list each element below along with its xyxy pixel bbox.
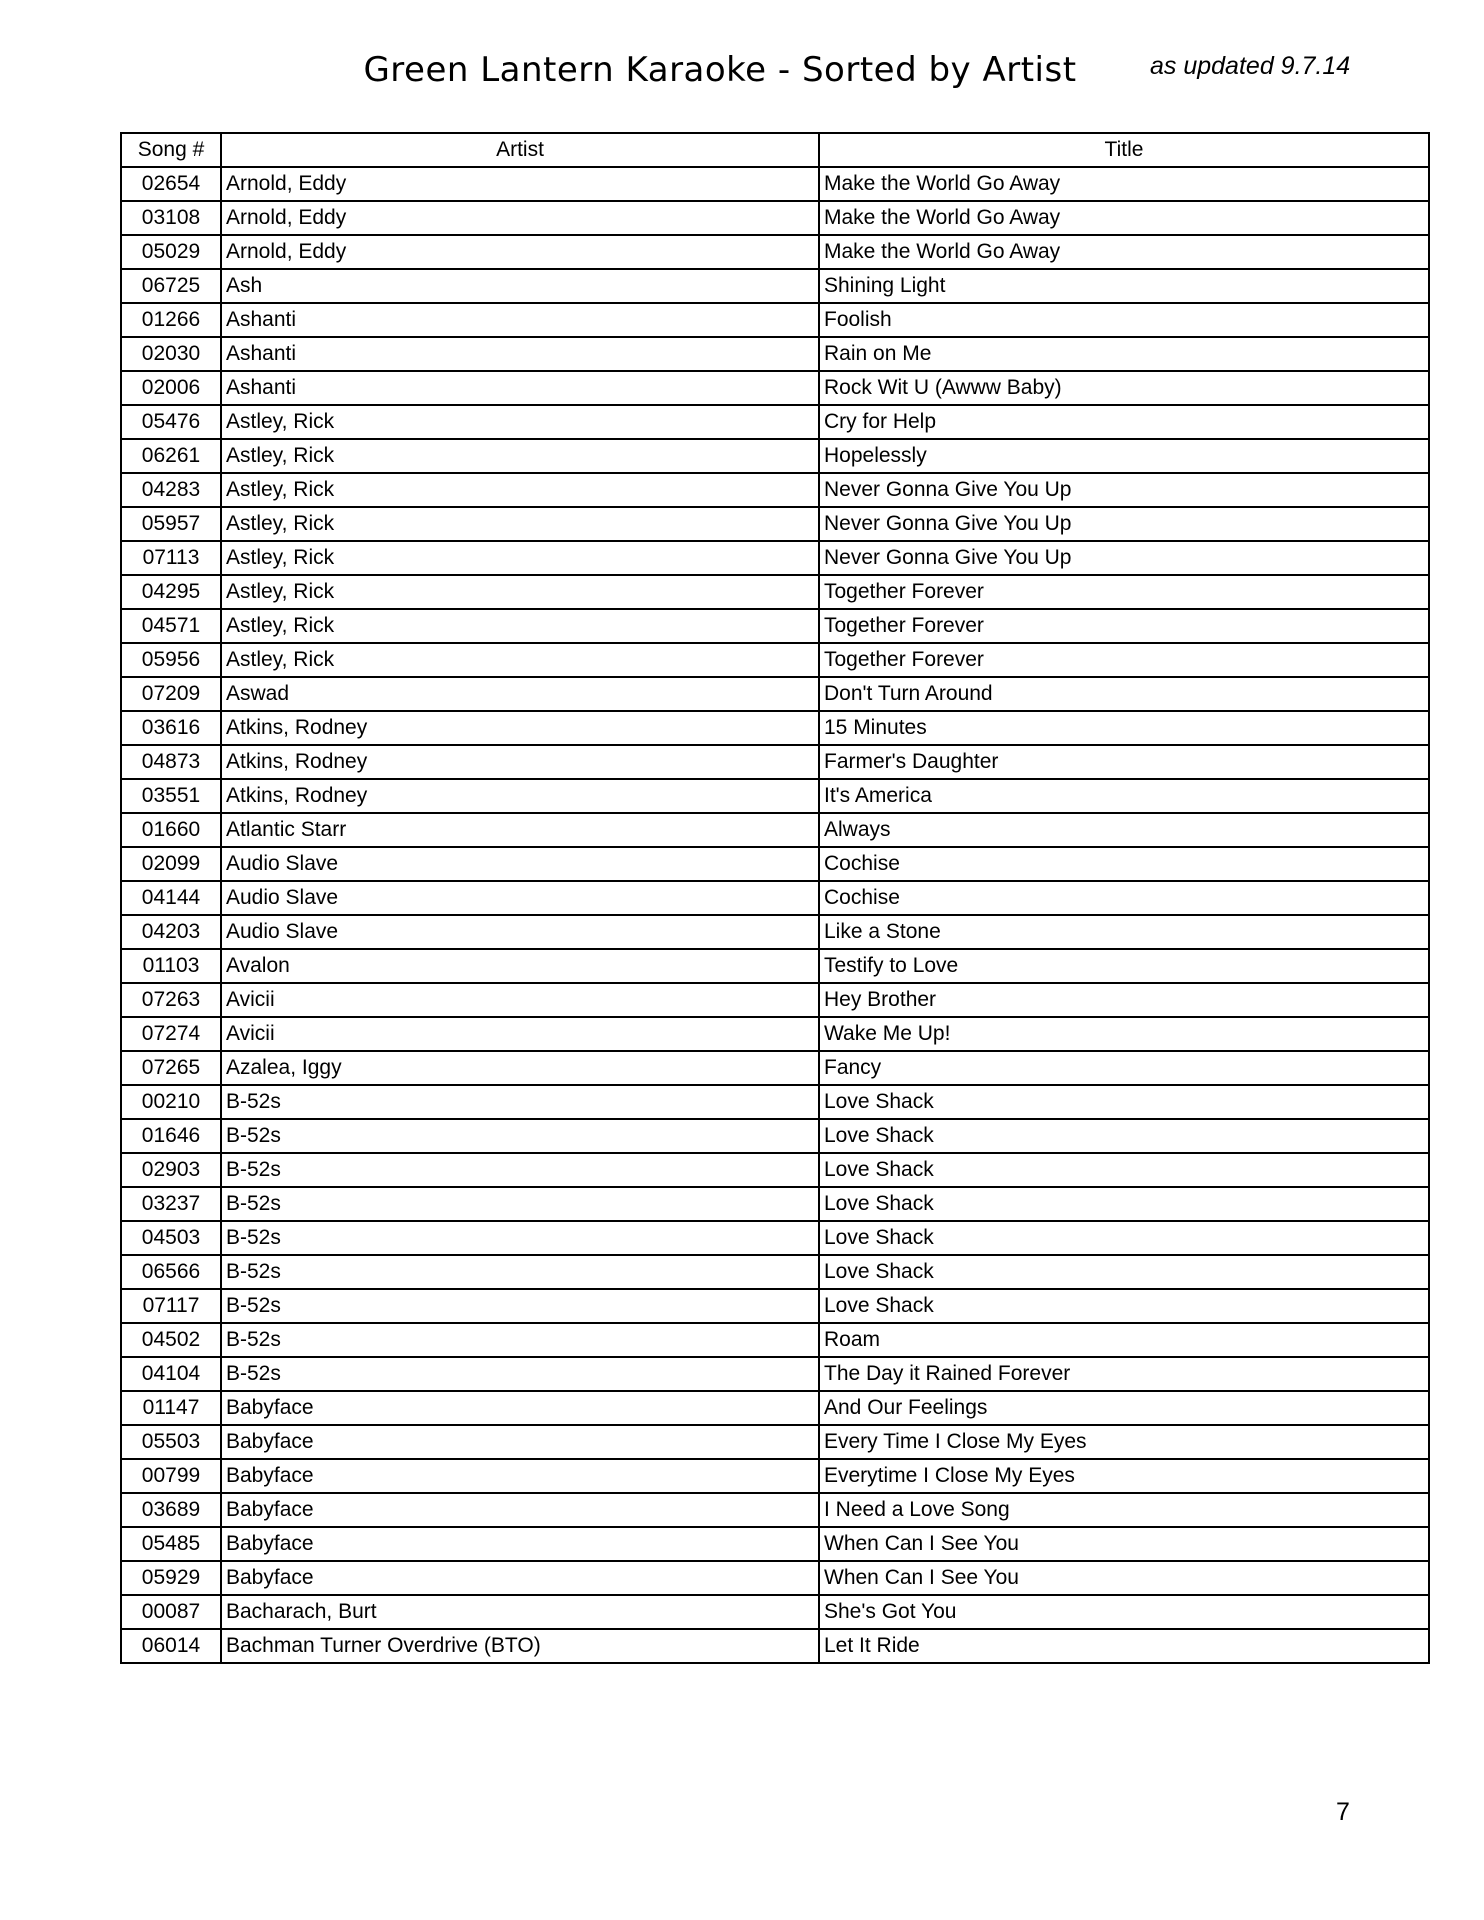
table-row (121, 1527, 1429, 1561)
title-cell: Love Shack (819, 1153, 1429, 1187)
artist-cell: Audio Slave (221, 881, 819, 915)
title-cell: Roam (819, 1323, 1429, 1357)
title-cell: Love Shack (819, 1085, 1429, 1119)
artist-cell: Babyface (221, 1493, 819, 1527)
artist-cell: Atkins, Rodney (221, 711, 819, 745)
artist-cell: B-52s (221, 1289, 819, 1323)
artist-cell: Avicii (221, 1017, 819, 1051)
title-cell: Rock Wit U (Awww Baby) (819, 371, 1429, 405)
song-number-cell: 02006 (121, 371, 221, 405)
title-cell: Always (819, 813, 1429, 847)
song-number-cell: 04283 (121, 473, 221, 507)
song-number-cell: 02030 (121, 337, 221, 371)
song-number-cell: 06261 (121, 439, 221, 473)
table-row (121, 1493, 1429, 1527)
title-cell: Love Shack (819, 1221, 1429, 1255)
table-row (121, 643, 1429, 677)
title-cell: Make the World Go Away (819, 235, 1429, 269)
title-cell: Hopelessly (819, 439, 1429, 473)
artist-cell: Arnold, Eddy (221, 201, 819, 235)
song-number-cell: 05929 (121, 1561, 221, 1595)
title-cell: Love Shack (819, 1289, 1429, 1323)
title-cell: Love Shack (819, 1119, 1429, 1153)
artist-cell: B-52s (221, 1085, 819, 1119)
title-cell: Together Forever (819, 609, 1429, 643)
page-title: Green Lantern Karaoke - Sorted by Artist (363, 50, 1077, 90)
updated-date: as updated 9.7.14 (1150, 52, 1351, 80)
table-row (121, 507, 1429, 541)
column-header-title: Title (819, 133, 1429, 167)
artist-cell: Avalon (221, 949, 819, 983)
artist-cell: B-52s (221, 1323, 819, 1357)
song-number-cell: 01660 (121, 813, 221, 847)
song-number-cell: 04203 (121, 915, 221, 949)
artist-cell: Atkins, Rodney (221, 779, 819, 813)
table-row (121, 371, 1429, 405)
title-cell: And Our Feelings (819, 1391, 1429, 1425)
table-row (121, 779, 1429, 813)
song-rows (121, 167, 1429, 1663)
artist-cell: Babyface (221, 1527, 819, 1561)
table-row (121, 1629, 1429, 1663)
title-cell: When Can I See You (819, 1527, 1429, 1561)
artist-cell: Aswad (221, 677, 819, 711)
song-table (120, 132, 1430, 1664)
title-cell: Don't Turn Around (819, 677, 1429, 711)
title-cell: Rain on Me (819, 337, 1429, 371)
table-row (121, 1187, 1429, 1221)
artist-cell: Astley, Rick (221, 541, 819, 575)
song-number-cell: 05956 (121, 643, 221, 677)
song-number-cell: 00087 (121, 1595, 221, 1629)
title-cell: Wake Me Up! (819, 1017, 1429, 1051)
table-row (121, 473, 1429, 507)
artist-cell: Atlantic Starr (221, 813, 819, 847)
artist-cell: Astley, Rick (221, 575, 819, 609)
artist-cell: Bacharach, Burt (221, 1595, 819, 1629)
title-cell: Love Shack (819, 1255, 1429, 1289)
page-number: 7 (1336, 1798, 1350, 1826)
artist-cell: B-52s (221, 1357, 819, 1391)
title-cell: Every Time I Close My Eyes (819, 1425, 1429, 1459)
table-row (121, 1595, 1429, 1629)
title-cell: Testify to Love (819, 949, 1429, 983)
table-row (121, 201, 1429, 235)
title-cell: The Day it Rained Forever (819, 1357, 1429, 1391)
artist-cell: Ashanti (221, 337, 819, 371)
title-cell: Make the World Go Away (819, 167, 1429, 201)
title-cell: Cochise (819, 847, 1429, 881)
song-number-cell: 04503 (121, 1221, 221, 1255)
title-cell: Farmer's Daughter (819, 745, 1429, 779)
table-row (121, 609, 1429, 643)
column-header-song-number: Song # (121, 133, 221, 167)
song-number-cell: 02099 (121, 847, 221, 881)
song-number-cell: 05029 (121, 235, 221, 269)
column-header-artist: Artist (221, 133, 819, 167)
song-number-cell: 05476 (121, 405, 221, 439)
title-cell: Fancy (819, 1051, 1429, 1085)
song-number-cell: 04502 (121, 1323, 221, 1357)
table-header-row (121, 133, 1429, 167)
title-cell: Love Shack (819, 1187, 1429, 1221)
song-number-cell: 06014 (121, 1629, 221, 1663)
title-cell: Hey Brother (819, 983, 1429, 1017)
table-row (121, 1017, 1429, 1051)
title-cell: Cry for Help (819, 405, 1429, 439)
title-cell: Never Gonna Give You Up (819, 541, 1429, 575)
song-number-cell: 03616 (121, 711, 221, 745)
artist-cell: Atkins, Rodney (221, 745, 819, 779)
song-number-cell: 01147 (121, 1391, 221, 1425)
song-number-cell: 01103 (121, 949, 221, 983)
table-row (121, 677, 1429, 711)
table-row (121, 745, 1429, 779)
song-number-cell: 04873 (121, 745, 221, 779)
artist-cell: Avicii (221, 983, 819, 1017)
title-cell: Never Gonna Give You Up (819, 507, 1429, 541)
table-row (121, 1119, 1429, 1153)
table-row (121, 1323, 1429, 1357)
table-row (121, 1153, 1429, 1187)
table-row (121, 337, 1429, 371)
artist-cell: Astley, Rick (221, 439, 819, 473)
artist-cell: Babyface (221, 1459, 819, 1493)
title-cell: I Need a Love Song (819, 1493, 1429, 1527)
song-number-cell: 07274 (121, 1017, 221, 1051)
song-number-cell: 03108 (121, 201, 221, 235)
table-row (121, 1221, 1429, 1255)
table-row (121, 1357, 1429, 1391)
table-row (121, 1391, 1429, 1425)
artist-cell: Astley, Rick (221, 643, 819, 677)
artist-cell: Astley, Rick (221, 473, 819, 507)
table-row (121, 1561, 1429, 1595)
artist-cell: B-52s (221, 1187, 819, 1221)
artist-cell: B-52s (221, 1255, 819, 1289)
title-cell: Together Forever (819, 643, 1429, 677)
table-row (121, 541, 1429, 575)
table-row (121, 269, 1429, 303)
artist-cell: Azalea, Iggy (221, 1051, 819, 1085)
song-number-cell: 07263 (121, 983, 221, 1017)
title-cell: Never Gonna Give You Up (819, 473, 1429, 507)
table-row (121, 711, 1429, 745)
artist-cell: B-52s (221, 1119, 819, 1153)
artist-cell: Babyface (221, 1561, 819, 1595)
artist-cell: Arnold, Eddy (221, 167, 819, 201)
table-row (121, 1085, 1429, 1119)
song-number-cell: 02903 (121, 1153, 221, 1187)
song-number-cell: 04144 (121, 881, 221, 915)
title-cell: Foolish (819, 303, 1429, 337)
song-number-cell: 07209 (121, 677, 221, 711)
table-row (121, 405, 1429, 439)
table-row (121, 813, 1429, 847)
title-cell: It's America (819, 779, 1429, 813)
song-number-cell: 07113 (121, 541, 221, 575)
artist-cell: Ashanti (221, 303, 819, 337)
song-number-cell: 04104 (121, 1357, 221, 1391)
song-number-cell: 07117 (121, 1289, 221, 1323)
title-cell: Cochise (819, 881, 1429, 915)
song-number-cell: 05485 (121, 1527, 221, 1561)
artist-cell: Audio Slave (221, 847, 819, 881)
title-cell: Let It Ride (819, 1629, 1429, 1663)
artist-cell: Astley, Rick (221, 609, 819, 643)
song-number-cell: 01646 (121, 1119, 221, 1153)
table-row (121, 949, 1429, 983)
artist-cell: B-52s (221, 1153, 819, 1187)
table-row (121, 235, 1429, 269)
artist-cell: Ashanti (221, 371, 819, 405)
song-number-cell: 02654 (121, 167, 221, 201)
song-number-cell: 00210 (121, 1085, 221, 1119)
artist-cell: Astley, Rick (221, 507, 819, 541)
title-cell: 15 Minutes (819, 711, 1429, 745)
song-number-cell: 04571 (121, 609, 221, 643)
title-cell: When Can I See You (819, 1561, 1429, 1595)
title-cell: Like a Stone (819, 915, 1429, 949)
song-number-cell: 05957 (121, 507, 221, 541)
song-number-cell: 07265 (121, 1051, 221, 1085)
artist-cell: Arnold, Eddy (221, 235, 819, 269)
artist-cell: Babyface (221, 1425, 819, 1459)
table-row (121, 439, 1429, 473)
table-row (121, 167, 1429, 201)
table-row (121, 303, 1429, 337)
table-row (121, 575, 1429, 609)
title-cell: Make the World Go Away (819, 201, 1429, 235)
table-row (121, 881, 1429, 915)
table-row (121, 847, 1429, 881)
song-number-cell: 03689 (121, 1493, 221, 1527)
artist-cell: Bachman Turner Overdrive (BTO) (221, 1629, 819, 1663)
title-cell: She's Got You (819, 1595, 1429, 1629)
artist-cell: Babyface (221, 1391, 819, 1425)
title-cell: Together Forever (819, 575, 1429, 609)
song-number-cell: 03237 (121, 1187, 221, 1221)
table-row (121, 1289, 1429, 1323)
artist-cell: Ash (221, 269, 819, 303)
song-number-cell: 03551 (121, 779, 221, 813)
artist-cell: Astley, Rick (221, 405, 819, 439)
title-cell: Shining Light (819, 269, 1429, 303)
table-row (121, 1459, 1429, 1493)
song-number-cell: 06725 (121, 269, 221, 303)
table-row (121, 1051, 1429, 1085)
table-row (121, 983, 1429, 1017)
song-number-cell: 00799 (121, 1459, 221, 1493)
table-row (121, 915, 1429, 949)
song-number-cell: 04295 (121, 575, 221, 609)
song-number-cell: 01266 (121, 303, 221, 337)
title-cell: Everytime I Close My Eyes (819, 1459, 1429, 1493)
artist-cell: B-52s (221, 1221, 819, 1255)
artist-cell: Audio Slave (221, 915, 819, 949)
table-row (121, 1255, 1429, 1289)
song-number-cell: 05503 (121, 1425, 221, 1459)
song-number-cell: 06566 (121, 1255, 221, 1289)
table-row (121, 1425, 1429, 1459)
